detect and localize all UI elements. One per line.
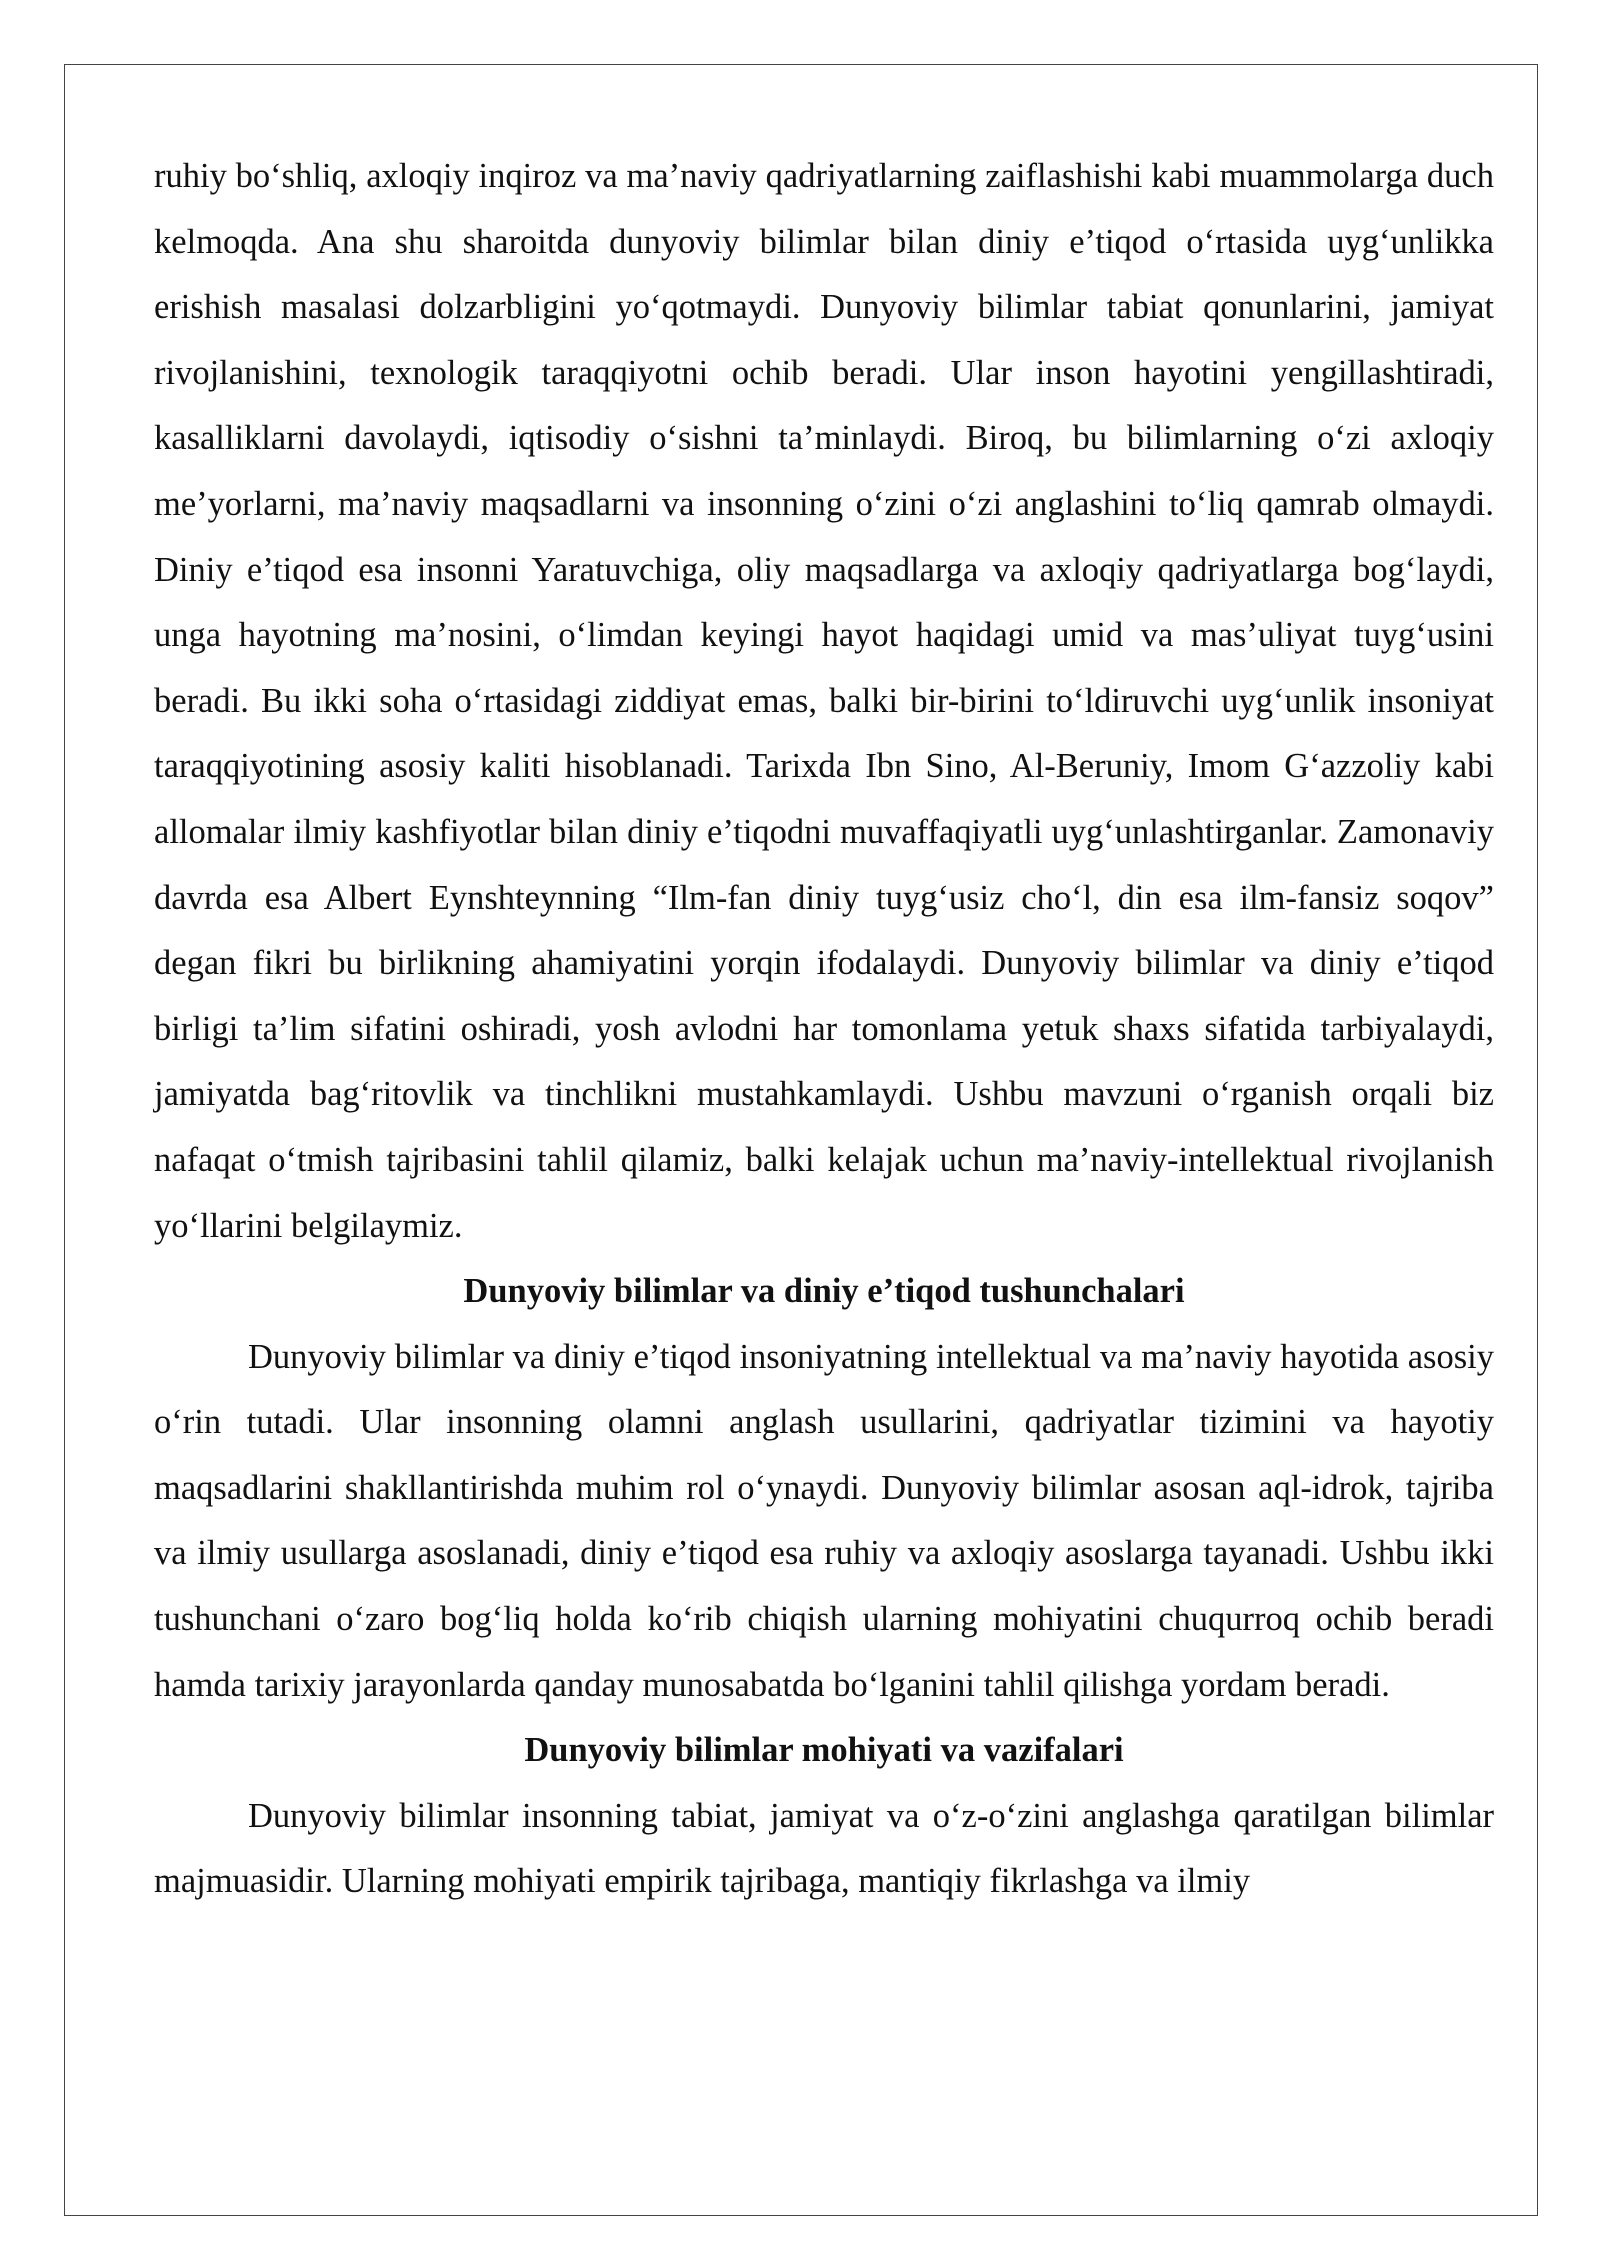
paragraph-concepts: Dunyoviy bilimlar va diniy e’tiqod insoniyatning intellektual va ma’naviy hayotida asosiy o‘rin tutadi. Ular insonning olamni anglash usullarini, qadriyatlar tizimini va hayotiy maqsadlarini shakllantirishda muhim rol o‘ynaydi. Dunyoviy bilimlar asosan aql-idrok, tajriba va ilmiy usullarga asoslanadi, diniy e’tiqod esa ruhiy va axloqiy asoslarga tayanadi. Ushbu ikki tushunchani o‘zaro bog‘liq holda ko‘rib chiqish ularning mohiyatini chuqurroq ochib beradi hamda tarixiy jarayonlarda qanday munosabatda bo‘lganini tahlil qilishga yordam beradi. (154, 1337, 1494, 1704)
section-heading-concepts: Dunyoviy bilimlar va diniy e’tiqod tushunchalari (463, 1272, 1185, 1311)
paragraph-continuation: ruhiy bo‘shliq, axloqiy inqiroz va ma’naviy qadriyatlarning zaiflashishi kabi muammolarga duch kelmoqda. Ana shu sharoitda dunyoviy bilimlar bilan diniy e’tiqod o‘rtasida uyg‘unlikka erishish masalasi dolzarbligini yo‘qotmaydi. Dunyoviy bilimlar tabiat qonunlarini, jamiyat rivojlanishini, texnologik taraqqiyotni ochib beradi. Ular inson hayotini yengillashtiradi, kasalliklarni davolaydi, iqtisodiy o‘sishni ta’minlaydi. Biroq, bu bilimlarning o‘zi axloqiy me’yorlarni, ma’naviy maqsadlarni va insonning o‘zini o‘zi anglashini to‘liq qamrab olmaydi. Diniy e’tiqod esa insonni Yaratuvchiga, oliy maqsadlarga va axloqiy qadriyatlarga bog‘laydi, unga hayotning ma’nosini, o‘limdan keyingi hayot haqidagi umid va mas’uliyat tuyg‘usini beradi. Bu ikki soha o‘rtasidagi ziddiyat emas, balki bir-birini to‘ldiruvchi uyg‘unlik insoniyat taraqqiyotining asosiy kaliti hisoblanadi. Tarixda Ibn Sino, Al-Beruniy, Imom G‘azzoliy kabi allomalar ilmiy kashfiyotlar bilan diniy e’tiqodni muvaffaqiyatli uyg‘unlashtirganlar. Zamonaviy davrda esa Albert Eynshteynning “Ilm-fan diniy tuyg‘usiz cho‘l, din esa ilm-fansiz soqov” degan fikri bu birlikning ahamiyatini yorqin ifodalaydi. Dunyoviy bilimlar va diniy e’tiqod birligi ta’lim sifatini oshiradi, yosh avlodni har tomonlama yetuk shaxs sifatida tarbiyalaydi, jamiyatda bag‘ritovlik va tinchlikni mustahkamlaydi. Ushbu mavzuni o‘rganish orqali biz nafaqat o‘tmish tajribasini tahlil qilamiz, balki kelajak uchun ma’naviy-intellektual rivojlanish yo‘llarini belgilaymiz. (154, 157, 1494, 1245)
paragraph-essence: Dunyoviy bilimlar insonning tabiat, jamiyat va o‘z-o‘zini anglashga qaratilgan bilimlar majmuasidir. Ularning mohiyati empirik tajribaga, mantiqiy fikrlashga va ilmiy (154, 1796, 1494, 1901)
document-body (154, 144, 1494, 1915)
section-heading-essence: Dunyoviy bilimlar mohiyati va vazifalari (524, 1731, 1124, 1770)
